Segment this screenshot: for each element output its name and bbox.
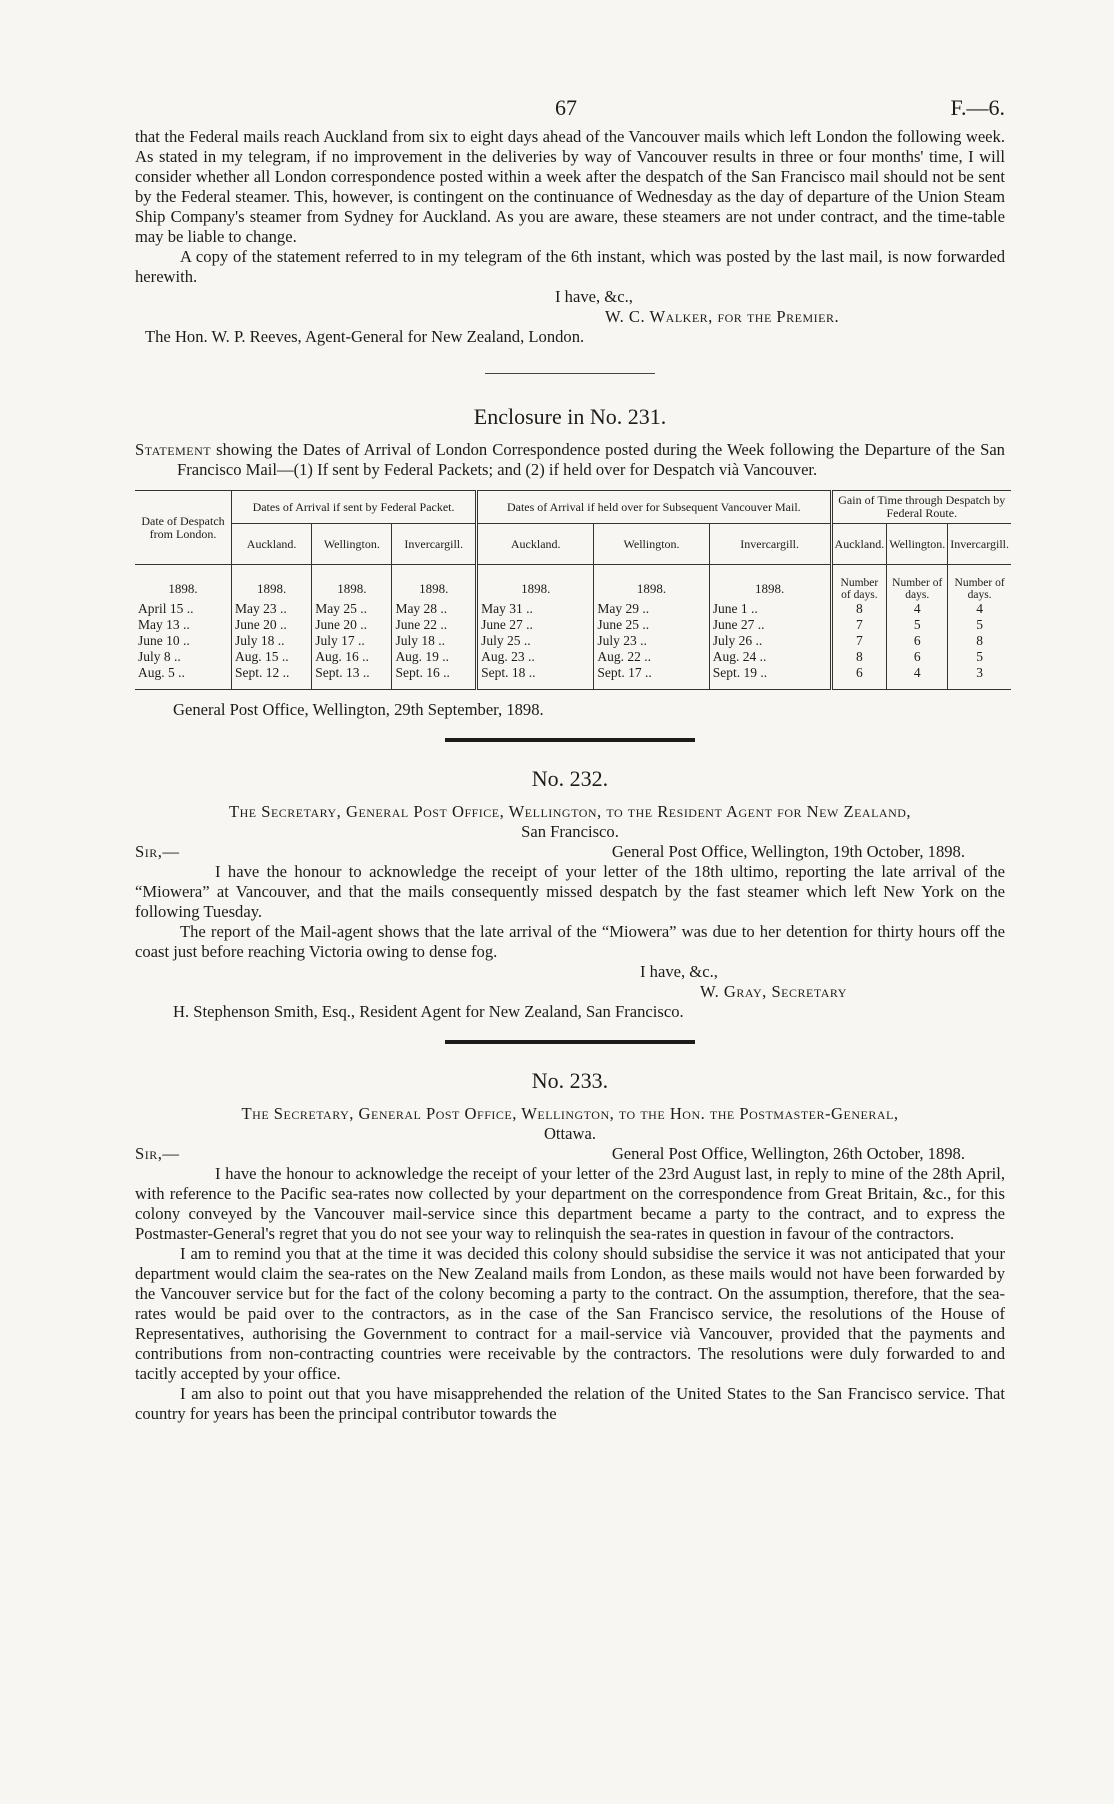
table-cell: May 23 .. bbox=[232, 601, 312, 617]
table-cell: 1898. bbox=[709, 565, 831, 602]
letter-heading: The Secretary, General Post Office, Wellington, to the Resident Agent for New Zealand, bbox=[228, 802, 912, 821]
table-row bbox=[135, 601, 1011, 617]
col-header-date: Date of Despatch from London. bbox=[135, 491, 232, 565]
document-page bbox=[135, 95, 1009, 1424]
table-cell: Number of days. bbox=[831, 565, 887, 602]
letter-paragraph: The report of the Mail-agent shows that the late arrival of the “Miowera” was due to her detention for thirty hours off the coast just before reaching Victoria owing to dense fog. bbox=[135, 922, 1005, 961]
letter-date: General Post Office, Wellington, 26th October, 1898. bbox=[611, 1144, 965, 1163]
table-cell: June 25 .. bbox=[594, 617, 709, 633]
table-cell: May 13 .. bbox=[138, 617, 190, 632]
divider bbox=[485, 373, 655, 374]
table-cell: May 31 .. bbox=[477, 601, 594, 617]
table-cell: 5 bbox=[948, 617, 1011, 633]
table-cell: 1898. bbox=[392, 565, 477, 602]
divider bbox=[445, 1040, 695, 1044]
statement-caption bbox=[135, 440, 1005, 480]
enclosure-footer: General Post Office, Wellington, 29th September, 1898. bbox=[173, 700, 544, 719]
sub-col-header: Auckland. bbox=[831, 524, 887, 565]
table-cell: 8 bbox=[831, 649, 887, 665]
table-cell: 1898. bbox=[232, 565, 312, 602]
page-number: 67 bbox=[555, 95, 577, 120]
sub-col-header: Auckland. bbox=[477, 524, 594, 565]
table-cell: Aug. 16 .. bbox=[312, 649, 392, 665]
table-cell: 5 bbox=[887, 617, 948, 633]
table-cell: 8 bbox=[831, 601, 887, 617]
divider bbox=[445, 738, 695, 742]
table-cell: Sept. 12 .. bbox=[232, 665, 312, 690]
arrival-dates-table bbox=[135, 490, 1011, 690]
sub-col-header: Wellington. bbox=[594, 524, 709, 565]
table-cell: 8 bbox=[948, 633, 1011, 649]
table-cell: 7 bbox=[831, 617, 887, 633]
letter-title: No. 233. bbox=[531, 1068, 609, 1093]
table-row bbox=[135, 633, 1011, 649]
salutation-line bbox=[135, 1144, 1005, 1164]
salutation-line bbox=[135, 842, 1005, 862]
page-header bbox=[135, 95, 1005, 127]
table-cell: 6 bbox=[887, 633, 948, 649]
table-cell: June 20 .. bbox=[312, 617, 392, 633]
table-cell: Number of days. bbox=[948, 565, 1011, 602]
letter-paragraph: I have the honour to acknowledge the receipt of your letter of the 18th ultimo, reporting the late arrival of the “Miowera” at Vancouver, and that the mails consequently missed despatch by the fast steamer which left New York on the following Tuesday. bbox=[135, 862, 1005, 921]
addressee: H. Stephenson Smith, Esq., Resident Agent for New Zealand, San Francisco. bbox=[173, 1002, 684, 1021]
table-cell: May 29 .. bbox=[594, 601, 709, 617]
table-cell: 1898. bbox=[477, 565, 594, 602]
table-cell: July 17 .. bbox=[312, 633, 392, 649]
table-cell: 1898. bbox=[594, 565, 709, 602]
table-body bbox=[135, 565, 1011, 690]
group-header-federal: Dates of Arrival if sent by Federal Packet. bbox=[232, 491, 477, 524]
table-cell: July 8 .. bbox=[138, 649, 181, 664]
table-cell: June 22 .. bbox=[392, 617, 477, 633]
table-cell: 6 bbox=[831, 665, 887, 690]
letter-date: General Post Office, Wellington, 19th October, 1898. bbox=[611, 842, 965, 861]
table-cell: July 23 .. bbox=[594, 633, 709, 649]
table-cell: Number of days. bbox=[887, 565, 948, 602]
table-cell: Aug. 5 .. bbox=[135, 665, 232, 690]
table-cell: June 27 .. bbox=[709, 617, 831, 633]
salutation: Sir,— bbox=[135, 1144, 180, 1163]
signature: W. Gray, Secretary bbox=[700, 982, 847, 1001]
table-cell: July 18 .. bbox=[232, 633, 312, 649]
closing: I have, &c., bbox=[640, 962, 718, 981]
sub-col-header: Invercargill. bbox=[709, 524, 831, 565]
enclosure-title: Enclosure in No. 231. bbox=[473, 404, 667, 429]
table-cell: July 18 .. bbox=[392, 633, 477, 649]
group-header-gain: Gain of Time through Despatch by Federal Route. bbox=[831, 491, 1011, 524]
table-row bbox=[135, 617, 1011, 633]
letter-signature-block bbox=[135, 287, 1005, 347]
addressee: The Hon. W. P. Reeves, Agent-General for New Zealand, London. bbox=[145, 327, 585, 346]
table-cell: Aug. 23 .. bbox=[477, 649, 594, 665]
table-cell: July 25 .. bbox=[477, 633, 594, 649]
letter-paragraph: I am to remind you that at the time it was decided this colony should subsidise the service it was not anticipated that your department would claim the sea-rates on the New Zealand mails from London, as these mails would not have been forwarded by the Vancouver service but for the fact of the colony becoming a party to the contract. On the assumption, therefore, that the sea-rates would be paid over to the contractors, as in the case of the San Francisco service, the resolutions of the House of Representatives, authorising the Government to contract for a mail-service vià Vancouver, provided that the payments and contributions from non-contracting countries were receivable by the contractors. The resolutions were duly forwarded to and tacitly accepted by your office. bbox=[135, 1244, 1005, 1383]
table-cell: April 15 .. bbox=[138, 601, 194, 616]
table-cell: May 28 .. bbox=[392, 601, 477, 617]
letter-heading-cont: Ottawa. bbox=[543, 1124, 597, 1143]
letter-paragraph: that the Federal mails reach Auckland from six to eight days ahead of the Vancouver mails which left London the following week. As stated in my telegram, if no improvement in the deliveries by way of Vancouver results in three or four months' time, I will consider whether all London correspondence posted within a week after the despatch of the San Francisco mail should not be sent by the Federal steamer. This, however, is contingent on the continuance of Wednesday as the day of departure of the Union Steam Ship Company's steamer from Sydney for Auckland. As you are aware, these steamers are not under contract, and the time-table may be liable to change. bbox=[135, 127, 1005, 246]
table-cell: 4 bbox=[887, 665, 948, 690]
letter-title: No. 232. bbox=[531, 766, 609, 791]
letter-paragraph: I have the honour to acknowledge the receipt of your letter of the 23rd August last, in reply to mine of the 28th April, with reference to the Pacific sea-rates now collected by your department on the correspondence from Great Britain, &c., for this colony conveyed by the Vancouver mail-service since this department became a party to the contract, and to express the Postmaster-General's regret that you do not see your way to relinquish the sea-rates in question in favour of the contractors. bbox=[135, 1164, 1005, 1243]
letter-heading: The Secretary, General Post Office, Wellington, to the Hon. the Postmaster-General, bbox=[241, 1104, 899, 1123]
table-cell: June 20 .. bbox=[232, 617, 312, 633]
table-row bbox=[135, 665, 1011, 690]
table-cell: 4 bbox=[887, 601, 948, 617]
letter-paragraph: A copy of the statement referred to in my telegram of the 6th instant, which was posted by the last mail, is now forwarded herewith. bbox=[135, 247, 1005, 286]
closing: I have, &c., bbox=[555, 287, 633, 306]
sub-col-header: Invercargill. bbox=[392, 524, 477, 565]
table-cell: Aug. 22 .. bbox=[594, 649, 709, 665]
sub-col-header: Auckland. bbox=[232, 524, 312, 565]
letter-paragraph: I am also to point out that you have misapprehended the relation of the United States to the San Francisco service. That country for years has been the principal contributor towards the bbox=[135, 1384, 1005, 1423]
table-cell: June 10 .. bbox=[138, 633, 190, 648]
table-cell: Sept. 16 .. bbox=[392, 665, 477, 690]
table-cell: 5 bbox=[948, 649, 1011, 665]
letter-signature-block bbox=[135, 962, 1005, 1022]
statement-label: Statement bbox=[135, 440, 212, 459]
salutation: Sir,— bbox=[135, 842, 180, 861]
table-cell: Sept. 17 .. bbox=[594, 665, 709, 690]
table-cell: 1898. bbox=[168, 581, 198, 596]
table-row bbox=[135, 565, 1011, 602]
statement-text: showing the Dates of Arrival of London Correspondence posted during the Week following the Departure of the San Francisco Mail—(1) If sent by Federal Packets; and (2) if held over for Despatch vià Vancouver. bbox=[177, 440, 1005, 479]
table-cell: July 26 .. bbox=[709, 633, 831, 649]
table-cell: 7 bbox=[831, 633, 887, 649]
table-cell: Sept. 13 .. bbox=[312, 665, 392, 690]
table-cell: May 25 .. bbox=[312, 601, 392, 617]
group-header-vancouver: Dates of Arrival if held over for Subsequent Vancouver Mail. bbox=[477, 491, 831, 524]
document-reference: F.—6. bbox=[950, 95, 1005, 120]
signature: W. C. Walker, for the Premier. bbox=[605, 307, 840, 326]
sub-col-header: Invercargill. bbox=[948, 524, 1011, 565]
table-cell: 3 bbox=[948, 665, 1011, 690]
sub-col-header: Wellington. bbox=[887, 524, 948, 565]
table-cell: 1898. bbox=[312, 565, 392, 602]
table-cell: Aug. 24 .. bbox=[709, 649, 831, 665]
table-cell: Aug. 15 .. bbox=[232, 649, 312, 665]
table-cell: June 27 .. bbox=[477, 617, 594, 633]
table-cell: Aug. 19 .. bbox=[392, 649, 477, 665]
table-row bbox=[135, 649, 1011, 665]
letter-heading-cont: San Francisco. bbox=[521, 822, 619, 841]
sub-col-header: Wellington. bbox=[312, 524, 392, 565]
table-cell: June 1 .. bbox=[709, 601, 831, 617]
table-cell: 6 bbox=[887, 649, 948, 665]
table-cell: Sept. 18 .. bbox=[477, 665, 594, 690]
table-cell: 4 bbox=[948, 601, 1011, 617]
table-cell: Sept. 19 .. bbox=[709, 665, 831, 690]
